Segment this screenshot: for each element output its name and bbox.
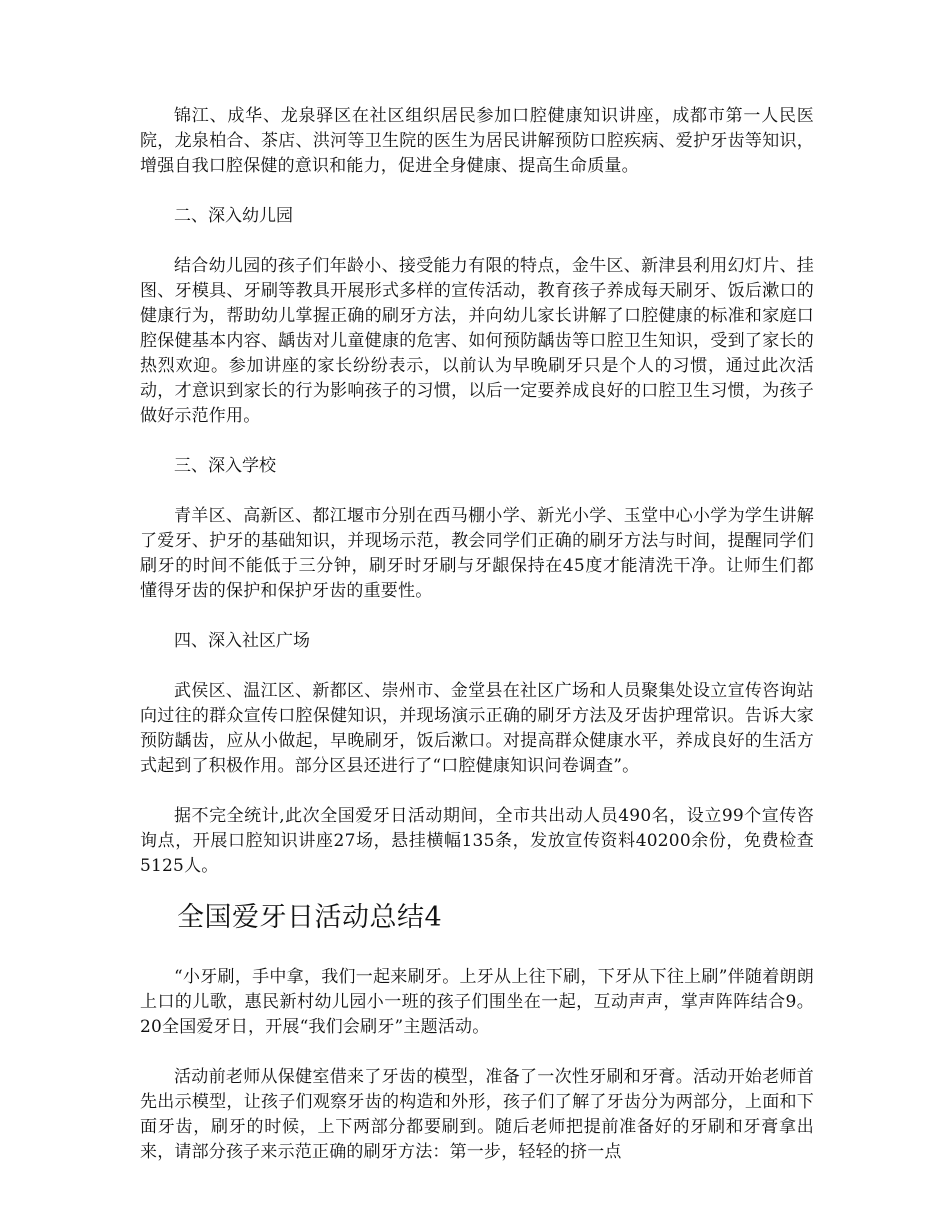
section-title: 全国爱牙日活动总结4 (177, 902, 443, 933)
paragraph-kindergarten: 结合幼儿园的孩子们年龄小、接受能力有限的特点，金牛区、新津县利用幻灯片、挂图、牙模具、牙刷等教具开展形式多样的宣传活动，教育孩子养成每天刷牙、饭后漱口的健康行为，帮助幼儿掌握正确的刷牙方法，并向幼儿家长讲解了口腔健康的标准和家庭口腔保健基本内容、龋齿对儿童健康的危害、如何预防龋齿等口腔卫生知识，受到了家长的热烈欢迎。参加讲座的家长纷纷表示，以前认为早晚刷牙只是个人的习惯，通过此次活动，才意识到家长的行为影响孩子的习惯，以后一定要养成良好的口腔卫生习惯，为孩子做好示范作用。 (140, 256, 814, 426)
paragraph-community-lectures: 锦江、成华、龙泉驿区在社区组织居民参加口腔健康知识讲座，成都市第一人民医院，龙泉柏合、茶店、洪河等卫生院的医生为居民讲解预防口腔疾病、爱护牙齿等知识，增强自我口腔保健的意识和能力，促进全身健康、提高生命质量。 (140, 106, 814, 176)
section-heading-community-square: 四、深入社区广场 (174, 631, 310, 651)
section-heading-schools: 三、深入学校 (174, 456, 276, 476)
paragraph-activity: 活动前老师从保健室借来了牙齿的模型，准备了一次性牙刷和牙膏。活动开始老师首先出示模型，让孩子们观察牙齿的构造和外形，孩子们了解了牙齿分为两部分，上面和下面牙齿，刷牙的时候，上下两部分都要刷到。随后老师把提前准备好的牙刷和牙膏拿出来，请部分孩子来示范正确的刷牙方法：第一步，轻轻的挤一点 (140, 1067, 814, 1162)
section-heading-kindergarten: 二、深入幼儿园 (174, 206, 293, 226)
document-page (140, 104, 814, 1165)
paragraph-statistics: 据不完全统计,此次全国爱牙日活动期间，全市共出动人员490名，设立99个宣传咨询点，开展口腔知识讲座27场，悬挂横幅135条，发放宣传资料40200余份，免费检查5125人。 (140, 806, 814, 876)
paragraph-toothbrush-song: “小牙刷，手中拿，我们一起来刷牙。上牙从上往下刷，下牙从下往上刷”伴随着朗朗上口的儿歌，惠民新村幼儿园小一班的孩子们围坐在一起，互动声声，掌声阵阵结合9。20全国爱牙日，开展“我们会刷牙”主题活动。 (140, 967, 814, 1037)
paragraph-community-square: 武侯区、温江区、新都区、崇州市、金堂县在社区广场和人员聚集处设立宣传咨询站向过往的群众宣传口腔保健知识，并现场演示正确的刷牙方法及牙齿护理常识。告诉大家预防龋齿，应从小做起，早晚刷牙，饭后漱口。对提高群众健康水平，养成良好的生活方式起到了积极作用。部分区县还进行了“口腔健康知识问卷调查”。 (140, 681, 814, 776)
paragraph-schools: 青羊区、高新区、都江堰市分别在西马棚小学、新光小学、玉堂中心小学为学生讲解了爱牙、护牙的基础知识，并现场示范，教会同学们正确的刷牙方法与时间，提醒同学们刷牙的时间不能低于三分钟，刷牙时牙刷与牙龈保持在45度才能清洗干净。让师生们都懂得牙齿的保护和保护牙齿的重要性。 (140, 506, 814, 601)
